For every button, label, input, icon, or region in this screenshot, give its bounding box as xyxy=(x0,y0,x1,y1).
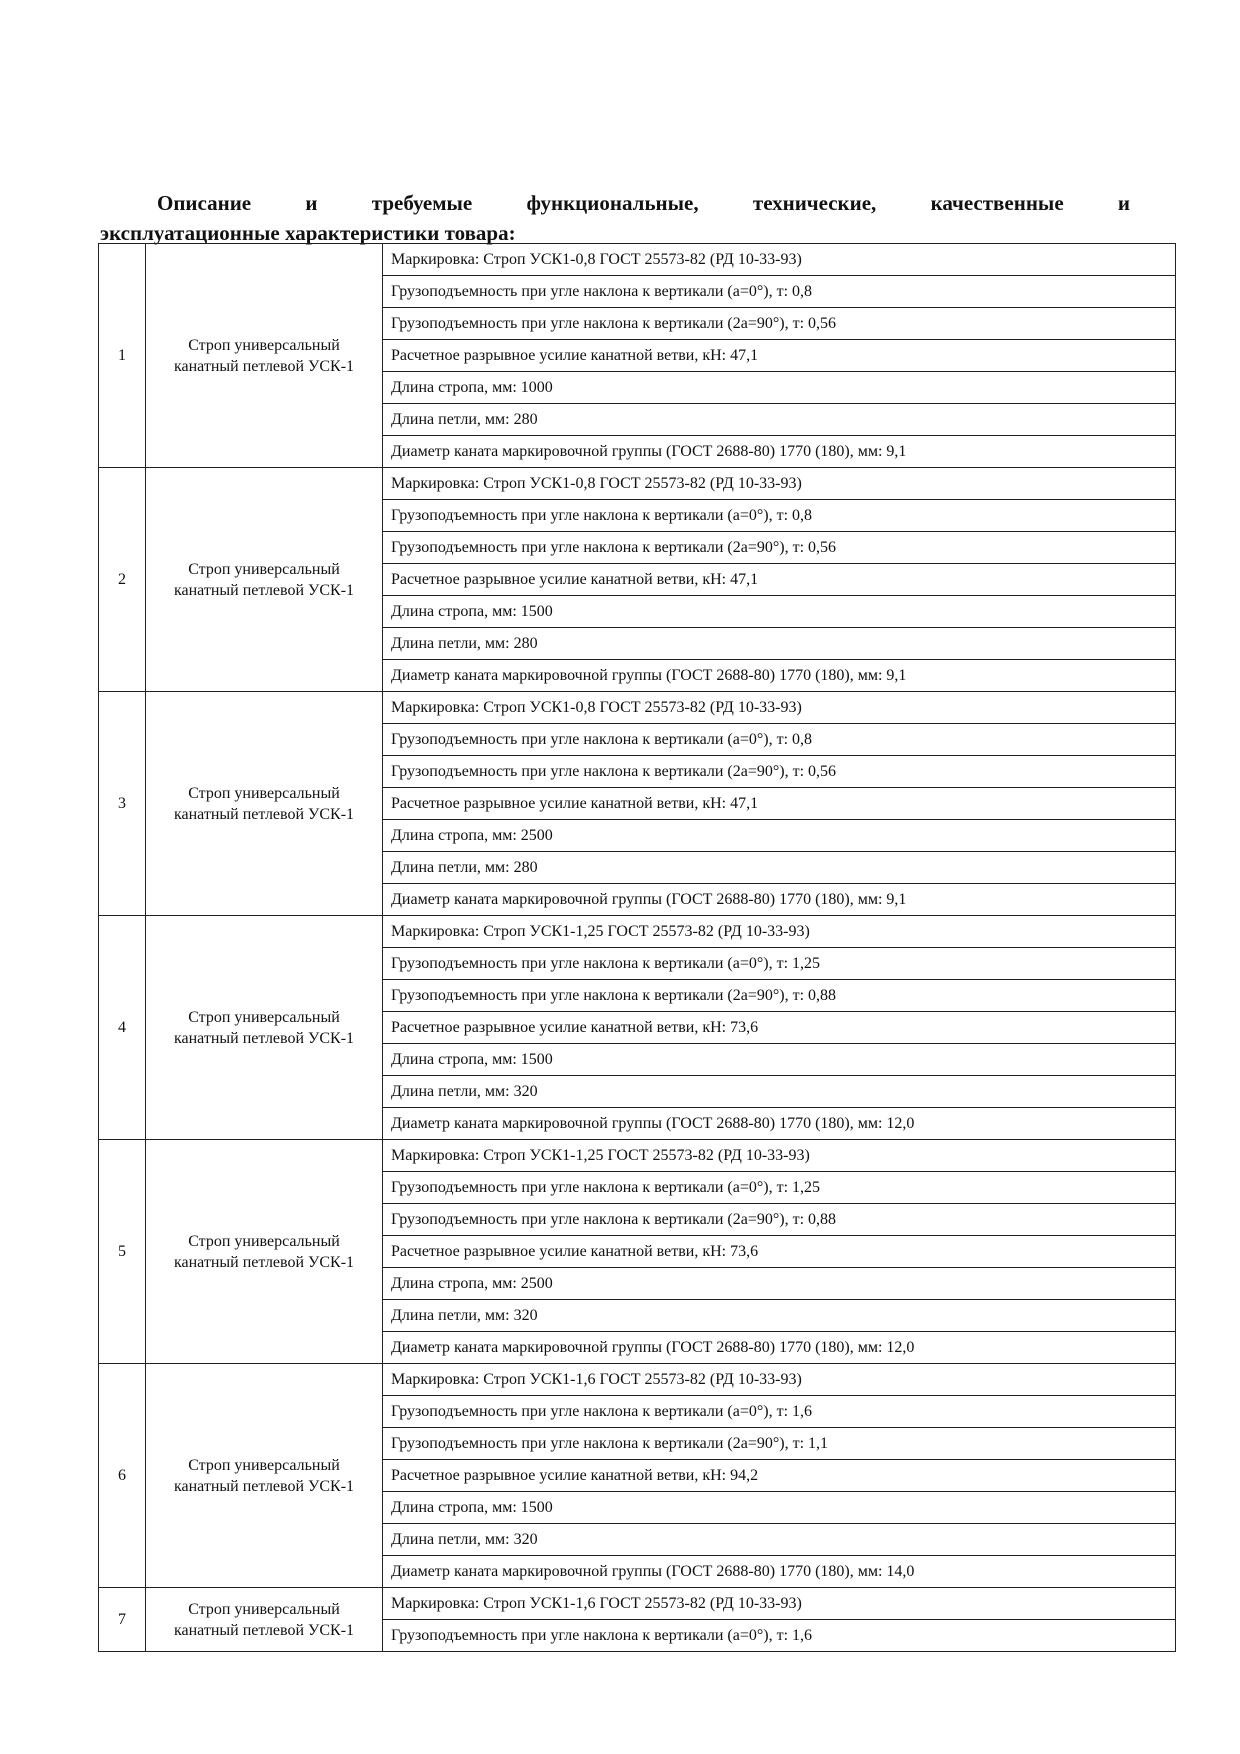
heading-word: требуемые xyxy=(371,191,473,215)
spec-cell: Диаметр каната маркировочной группы (ГОСТ 2688-80) 1770 (180), мм: 9,1 xyxy=(383,884,1176,916)
spec-cell: Диаметр каната маркировочной группы (ГОСТ 2688-80) 1770 (180), мм: 12,0 xyxy=(383,1108,1176,1140)
item-name-line: Строп универсальный xyxy=(188,1456,340,1474)
item-name-line: канатный петлевой УСК-1 xyxy=(173,805,355,823)
item-name-line: канатный петлевой УСК-1 xyxy=(173,1477,355,1495)
item-number: 2 xyxy=(99,468,146,692)
spec-cell: Длина стропа, мм: 2500 xyxy=(383,1268,1176,1300)
heading-line-1 xyxy=(100,188,1130,218)
item-name xyxy=(146,692,383,916)
item-name-line: канатный петлевой УСК-1 xyxy=(173,1253,355,1271)
heading-word: функциональные, xyxy=(526,191,699,215)
item-name-line: Строп универсальный xyxy=(188,336,340,354)
spec-cell: Маркировка: Строп УСК1-1,25 ГОСТ 25573-82 (РД 10-33-93) xyxy=(383,1140,1176,1172)
spec-cell: Диаметр каната маркировочной группы (ГОСТ 2688-80) 1770 (180), мм: 9,1 xyxy=(383,436,1176,468)
item-name xyxy=(146,916,383,1140)
spec-cell: Длина петли, мм: 280 xyxy=(383,852,1176,884)
spec-cell: Длина стропа, мм: 1500 xyxy=(383,1492,1176,1524)
spec-cell: Длина петли, мм: 320 xyxy=(383,1076,1176,1108)
spec-cell: Грузоподъемность при угле наклона к вертикали (2a=90°), т: 0,56 xyxy=(383,756,1176,788)
item-name-line: Строп универсальный xyxy=(188,560,340,578)
table-row xyxy=(99,1588,1176,1620)
spec-cell: Диаметр каната маркировочной группы (ГОСТ 2688-80) 1770 (180), мм: 12,0 xyxy=(383,1332,1176,1364)
spec-cell: Маркировка: Строп УСК1-0,8 ГОСТ 25573-82 (РД 10-33-93) xyxy=(383,692,1176,724)
spec-cell: Длина петли, мм: 280 xyxy=(383,628,1176,660)
heading-line-2: эксплуатационные характеристики товара: xyxy=(100,221,516,245)
item-name-line: Строп универсальный xyxy=(188,1008,340,1026)
spec-cell: Диаметр каната маркировочной группы (ГОСТ 2688-80) 1770 (180), мм: 9,1 xyxy=(383,660,1176,692)
item-name xyxy=(146,1140,383,1364)
item-number: 5 xyxy=(99,1140,146,1364)
spec-cell: Грузоподъемность при угле наклона к вертикали (a=0°), т: 1,25 xyxy=(383,1172,1176,1204)
spec-cell: Грузоподъемность при угле наклона к вертикали (2a=90°), т: 0,88 xyxy=(383,980,1176,1012)
spec-cell: Расчетное разрывное усилие канатной ветви, кН: 94,2 xyxy=(383,1460,1176,1492)
heading-word: качественные xyxy=(930,191,1064,215)
item-number: 4 xyxy=(99,916,146,1140)
spec-cell: Длина петли, мм: 280 xyxy=(383,404,1176,436)
specifications-table xyxy=(98,243,1176,1652)
table-row xyxy=(99,468,1176,500)
item-name-line: Строп универсальный xyxy=(188,1600,340,1618)
heading-word: технические, xyxy=(752,191,877,215)
spec-cell: Грузоподъемность при угле наклона к вертикали (a=0°), т: 0,8 xyxy=(383,500,1176,532)
spec-cell: Маркировка: Строп УСК1-1,6 ГОСТ 25573-82 (РД 10-33-93) xyxy=(383,1364,1176,1396)
item-name xyxy=(146,1588,383,1652)
heading-word: и xyxy=(305,191,318,215)
spec-cell: Длина петли, мм: 320 xyxy=(383,1300,1176,1332)
spec-cell: Расчетное разрывное усилие канатной ветви, кН: 47,1 xyxy=(383,788,1176,820)
spec-cell: Длина петли, мм: 320 xyxy=(383,1524,1176,1556)
spec-cell: Грузоподъемность при угле наклона к вертикали (a=0°), т: 0,8 xyxy=(383,276,1176,308)
spec-cell: Длина стропа, мм: 1000 xyxy=(383,372,1176,404)
spec-cell: Маркировка: Строп УСК1-0,8 ГОСТ 25573-82 (РД 10-33-93) xyxy=(383,468,1176,500)
spec-cell: Грузоподъемность при угле наклона к вертикали (a=0°), т: 1,6 xyxy=(383,1620,1176,1652)
table-row xyxy=(99,916,1176,948)
table-row xyxy=(99,692,1176,724)
spec-cell: Расчетное разрывное усилие канатной ветви, кН: 73,6 xyxy=(383,1236,1176,1268)
page-heading xyxy=(100,188,1130,248)
spec-cell: Грузоподъемность при угле наклона к вертикали (a=0°), т: 1,6 xyxy=(383,1396,1176,1428)
table-row xyxy=(99,1364,1176,1396)
spec-cell: Маркировка: Строп УСК1-0,8 ГОСТ 25573-82 (РД 10-33-93) xyxy=(383,244,1176,276)
spec-cell: Грузоподъемность при угле наклона к вертикали (2a=90°), т: 0,56 xyxy=(383,532,1176,564)
spec-cell: Маркировка: Строп УСК1-1,25 ГОСТ 25573-82 (РД 10-33-93) xyxy=(383,916,1176,948)
heading-word: и xyxy=(1117,191,1130,215)
item-number: 7 xyxy=(99,1588,146,1652)
spec-cell: Длина стропа, мм: 1500 xyxy=(383,1044,1176,1076)
heading-word: Описание xyxy=(157,191,252,215)
spec-cell: Расчетное разрывное усилие канатной ветви, кН: 47,1 xyxy=(383,564,1176,596)
item-name xyxy=(146,468,383,692)
spec-cell: Диаметр каната маркировочной группы (ГОСТ 2688-80) 1770 (180), мм: 14,0 xyxy=(383,1556,1176,1588)
table-row xyxy=(99,244,1176,276)
item-number: 6 xyxy=(99,1364,146,1588)
spec-cell: Маркировка: Строп УСК1-1,6 ГОСТ 25573-82 (РД 10-33-93) xyxy=(383,1588,1176,1620)
item-number: 1 xyxy=(99,244,146,468)
item-name-line: канатный петлевой УСК-1 xyxy=(173,1621,355,1639)
spec-cell: Длина стропа, мм: 1500 xyxy=(383,596,1176,628)
spec-cell: Расчетное разрывное усилие канатной ветви, кН: 47,1 xyxy=(383,340,1176,372)
item-name-line: канатный петлевой УСК-1 xyxy=(173,1029,355,1047)
item-name-line: канатный петлевой УСК-1 xyxy=(173,581,355,599)
spec-cell: Грузоподъемность при угле наклона к вертикали (a=0°), т: 1,25 xyxy=(383,948,1176,980)
spec-cell: Грузоподъемность при угле наклона к вертикали (2a=90°), т: 0,56 xyxy=(383,308,1176,340)
spec-cell: Расчетное разрывное усилие канатной ветви, кН: 73,6 xyxy=(383,1012,1176,1044)
spec-cell: Грузоподъемность при угле наклона к вертикали (2a=90°), т: 1,1 xyxy=(383,1428,1176,1460)
item-name xyxy=(146,244,383,468)
spec-cell: Длина стропа, мм: 2500 xyxy=(383,820,1176,852)
item-name-line: канатный петлевой УСК-1 xyxy=(173,357,355,375)
table-row xyxy=(99,1140,1176,1172)
item-name-line: Строп универсальный xyxy=(188,1232,340,1250)
item-number: 3 xyxy=(99,692,146,916)
item-name xyxy=(146,1364,383,1588)
spec-cell: Грузоподъемность при угле наклона к вертикали (a=0°), т: 0,8 xyxy=(383,724,1176,756)
item-name-line: Строп универсальный xyxy=(188,784,340,802)
spec-cell: Грузоподъемность при угле наклона к вертикали (2a=90°), т: 0,88 xyxy=(383,1204,1176,1236)
